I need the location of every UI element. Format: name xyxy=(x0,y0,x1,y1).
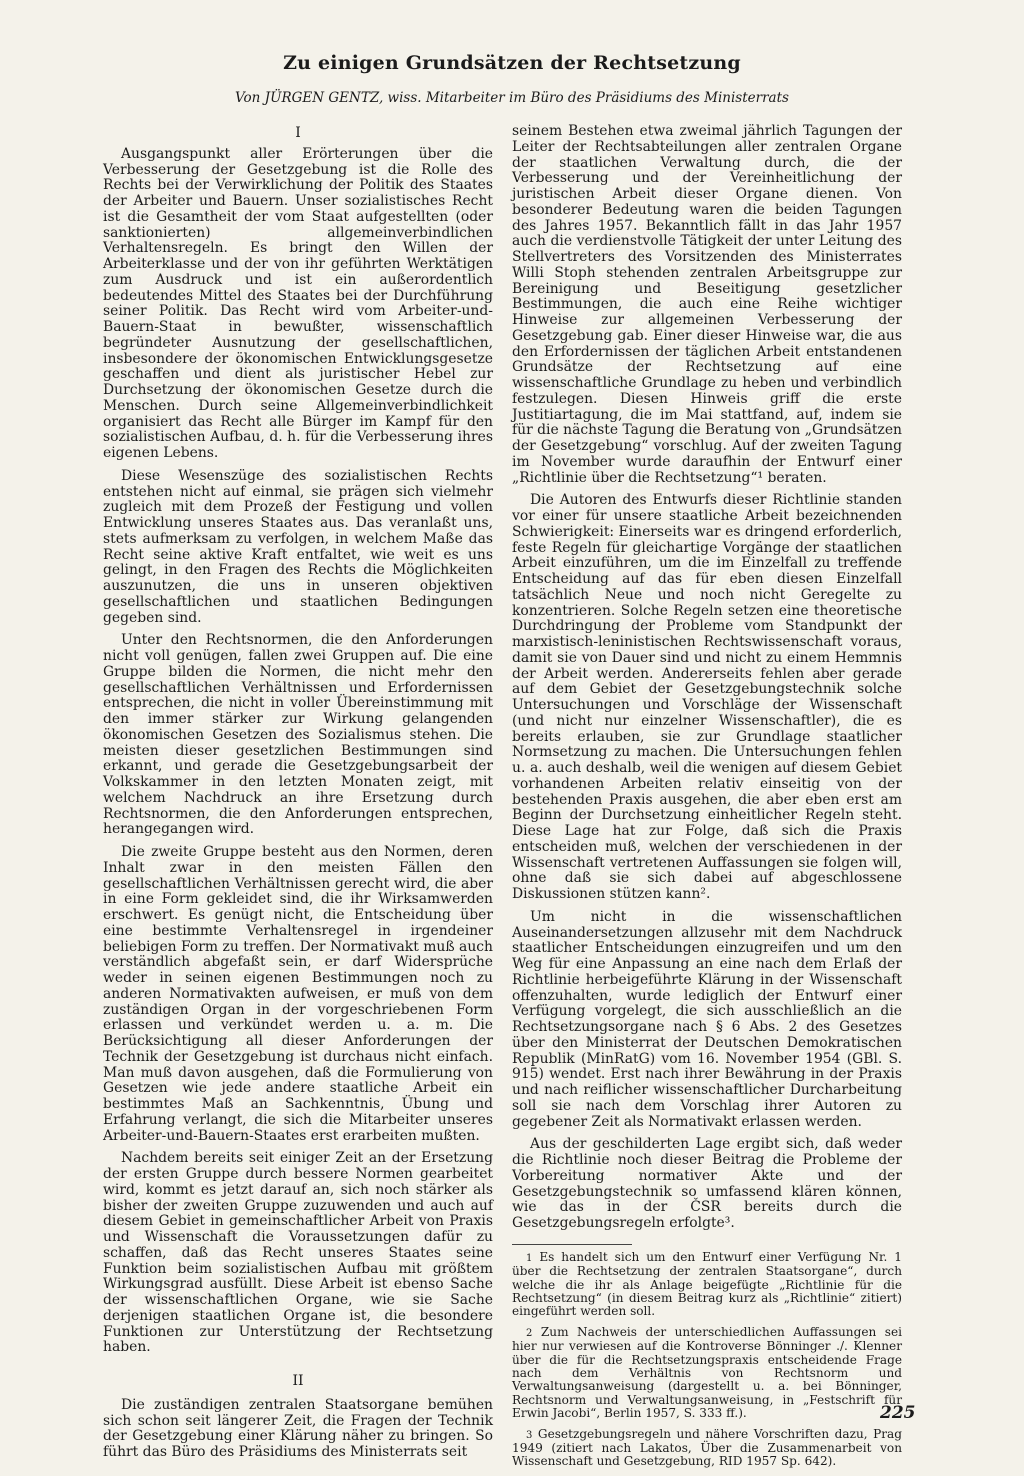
body-paragraph: Um nicht in die wissenschaftlichen Auseinandersetzungen allzusehr mit dem Nachdruck staatlicher Entscheidungen einzugreifen und um den Weg für eine Anpassung an eine nach dem Erlaß der Richtlinie herbeigeführte Klärung in der Wissenschaft offenzuhalten, wurde lediglich der Entwurf einer Verfügung vorgelegt, die sich ausschließlich an die Rechtsetzungsorgane nach § 6 Abs. 2 des Gesetzes über den Ministerrat der Deutschen Demokratischen Republik (MinRatG) vom 16. November 1954 (GBl. S. 915) wendet. Erst nach ihrer Bewährung in der Praxis und nach reiflicher wissenschaftlicher Durcharbeitung soll sie nach dem Vorschlag ihrer Autoren zu gegebener Zeit als Normativakt erlassen werden. xyxy=(512,908,902,1130)
article-title: Zu einigen Grundsätzen der Rechtsetzung xyxy=(283,52,741,74)
footnotes xyxy=(512,1251,902,1469)
footnote-text: Es handelt sich um den Entwurf einer Verfügung Nr. 1 über die Rechtsetzung der zentralen Staatsorgane“, durch welche die ihr als Anlage beigefügte „Richtlinie für die Rechtsetzung“ (in diesem Beitrag kurz als „Richtlinie“ zitiert) eingeführt werden soll. xyxy=(512,1249,902,1319)
section-heading-2: II xyxy=(292,1373,304,1389)
body-paragraph: Die zweite Gruppe besteht aus den Normen, deren Inhalt zwar in den meisten Fällen den gesellschaftlichen Verhältnissen gerecht wird, die aber in eine Form gekleidet sind, die ihr Wirksamwerden erschwert. Es genügt nicht, die Entscheidung über eine bestimmte Verhaltensregel in irgendeiner beliebigen Form zu treffen. Der Normativakt muß auch verständlich abgefaßt sein, er darf Widersprüche weder in seinen eigenen Bestimmungen noch zu anderen Normativakten aufweisen, er muß von dem zuständigen Organ in der vorgeschriebenen Form erlassen und verkündet werden u. a. m. Die Berücksichtigung all dieser Anforderungen der Technik der Gesetzgebung ist durchaus nicht einfach. Man muß davon ausgehen, daß die Formulierung von Gesetzen wie jede andere staatliche Arbeit ein bestimmtes Maß an Sachkenntnis, Übung und Erfahrung verlangt, die sich die Mitarbeiter unseres Arbeiter-und-Bauern-Staates erst erarbeiten mußten. xyxy=(103,844,493,1144)
right-column xyxy=(512,124,902,1476)
footnote xyxy=(512,1251,902,1319)
body-paragraph: Unter den Rechtsnormen, die den Anforderungen nicht voll genügen, fallen zwei Gruppen auf. Die eine Gruppe bilden die Normen, die nicht mehr den gesellschaftlichen Verhältnissen und Erfordernissen entsprechen, die nicht in voller Übereinstimmung mit den immer stärker zur Wirkung gelangenden ökonomischen Gesetzen des Sozialismus stehen. Die meisten dieser gesetzlichen Bestimmungen sind erkannt, und gerade die Gesetzgebungsarbeit der Volkskammer in den letzten Monaten zeigt, mit welchem Nachdruck an ihre Ersetzung durch Rechtsnormen, die den Anforderungen entsprechen, herangegangen wird. xyxy=(103,632,493,838)
footnote-number: 2 xyxy=(526,1327,533,1339)
footnote-number: 3 xyxy=(526,1429,533,1441)
footnote-divider xyxy=(512,1244,632,1245)
footnote-text: Zum Nachweis der unterschiedlichen Auffassungen sei hier nur verwiesen auf die Kontroverse Bönninger ./. Klenner über die für die Rechtsetzungspraxis entscheidende Frage nach dem Verhältnis von Rechtsnorm und Verwaltungsanweisung (dargestellt u. a. bei Bönninger, Rechtsnorm und Verwaltungsanweisung, in „Festschrift für Erwin Jacobi“, Berlin 1957, S. 333 ff.). xyxy=(512,1324,902,1421)
body-paragraph: Die Autoren des Entwurfs dieser Richtlinie standen vor einer für unsere staatliche Arbeit bezeichnenden Schwierigkeit: Einerseits war es dringend erforderlich, feste Regeln für gleichartige Vorgänge der staatlichen Arbeit einzuführen, um die im Einzelfall zu treffende Entscheidung auf das für eben diesen Einzelfall tatsächlich Neue und noch nicht Geregelte zu konzentrieren. Solche Regeln setzen eine theoretische Durchdringung der Probleme vom Standpunkt der marxistisch-leninistischen Rechtswissenschaft voraus, damit sie von Dauer sind und nicht zu einem Hemmnis der Arbeit werden. Andererseits fehlen aber gerade auf dem Gebiet der Gesetzgebungstechnik solche Untersuchungen und Vorschläge der Wissenschaft (und nicht nur einzelner Wissenschaftler), die es bereits erlauben, sie zur Grundlage staatlicher Normsetzung zu machen. Die Untersuchungen fehlen u. a. auch deshalb, weil die wenigen auf diesem Gebiet vorhandenen Arbeiten relativ einseitig von der bestehenden Praxis ausgehen, die aber eben erst am Beginn der Durchsetzung einheitlicher Regeln steht. Diese Lage hat zur Folge, daß sich die Praxis entscheiden muß, welchen der verschiedenen in der Wissenschaft vertretenen Auffassungen sie folgen will, ohne daß sie sich dabei auf abgeschlossene Diskussionen stützen kann². xyxy=(512,492,902,902)
section-heading-1: I xyxy=(295,125,301,141)
footnote xyxy=(512,1428,902,1469)
body-paragraph: Ausgangspunkt aller Erörterungen über die Verbesserung der Gesetzgebung ist die Rolle des Rechts bei der Verwirklichung der Politik des Staates der Arbeiter und Bauern. Unser sozialistisches Recht ist die Gesamtheit der vom Staat aufgestellten (oder sanktionierten) allgemeinverbindlichen Verhaltensregeln. Es bringt den Willen der Arbeiterklasse und der von ihr geführten Werktätigen zum Ausdruck und ist ein außerordentlich bedeutendes Mittel des Staates bei der Durchführung seiner Politik. Das Recht wird vom Arbeiter-und-Bauern-Staat in bewußter, wissenschaftlich begründeter Ausnutzung der gesellschaftlichen, insbesondere der ökonomischen Entwicklungsgesetze geschaffen und dient als juristischer Hebel zur Durchsetzung der ökonomischen Gesetze durch die Menschen. Durch seine Allgemeinverbindlichkeit organisiert das Recht alle Bürger im Kampf für den sozialistischen Aufbau, d. h. für die Verbesserung ihres eigenen Lebens. xyxy=(103,145,493,461)
article-byline: Von JÜRGEN GENTZ, wiss. Mitarbeiter im Büro des Präsidiums des Ministerrats xyxy=(235,90,789,106)
body-paragraph: Die zuständigen zentralen Staatsorgane bemühen sich schon seit längerer Zeit, die Fragen der Technik der Gesetzgebung einer Klärung näher zu bringen. So führt das Büro des Präsidiums des Ministerrats seit xyxy=(103,1396,493,1460)
body-paragraph: Nachdem bereits seit einiger Zeit an der Ersetzung der ersten Gruppe durch bessere Normen gearbeitet wird, kommt es jetzt darauf an, sich noch stärker als bisher der zweiten Gruppe zuzuwenden und auch auf diesem Gebiet in gemeinschaftlicher Arbeit von Praxis und Wissenschaft die Voraussetzungen dafür zu schaffen, daß das Recht unseres Staates seine Funktion beim sozialistischen Aufbau mit größtem Wirkungsgrad ausfüllt. Diese Arbeit ist ebenso Sache der wissenschaftlichen Organe, wie sie Sache derjenigen staatlichen Organe ist, die besondere Funktionen zur Unterstützung der Rechtsetzung haben. xyxy=(103,1150,493,1356)
footnote-number: 1 xyxy=(526,1252,533,1264)
body-paragraph: Aus der geschilderten Lage ergibt sich, daß weder die Richtlinie noch dieser Beitrag die Probleme der Vorbereitung normativer Akte und der Gesetzgebungstechnik so umfassend klären können, wie das in der ČSR bereits durch die Gesetzgebungsregeln erfolgte³. xyxy=(512,1136,902,1231)
body-paragraph: Diese Wesenszüge des sozialistischen Rechts entstehen nicht auf einmal, sie prägen sich vielmehr zugleich mit dem Prozeß der Festigung und vollen Entwicklung unseres Staates aus. Das veranlaßt uns, stets aufmerksam zu verfolgen, in welchem Maße das Recht seine aktive Kraft entfaltet, wie weit es uns gelingt, in den Fragen des Rechts die Möglichkeiten auszunutzen, die uns in unseren objektiven gesellschaftlichen und staatlichen Bedingungen gegeben sind. xyxy=(103,467,493,626)
footnote-text: Gesetzgebungsregeln und nähere Vorschriften dazu, Prag 1949 (zitiert nach Lakatos, Über die Zusammenarbeit von Wissenschaft und Gesetzgebung, RID 1957 Sp. 642). xyxy=(512,1426,902,1469)
left-column xyxy=(103,124,493,1468)
body-paragraph: seinem Bestehen etwa zweimal jährlich Tagungen der Leiter der Rechtsabteilungen aller zentralen Organe der staatlichen Verwaltung durch, die der Verbesserung und der Vereinheitlichung der juristischen Arbeit dieser Organe dienen. Von besonderer Bedeutung waren die beiden Tagungen des Jahres 1957. Bekanntlich fällt in das Jahr 1957 auch die verdienstvolle Tätigkeit der unter Leitung des Stellvertreters des Vorsitzenden des Ministerrates Willi Stoph stehenden zentralen Arbeitsgruppe zur Bereinigung und Beseitigung gesetzlicher Bestimmungen, die auch eine Reihe wichtiger Hinweise zur allgemeinen Verbesserung der Gesetzgebung gab. Einer dieser Hinweise war, die aus den Erfordernissen der täglichen Arbeit entstandenen Grundsätze der Rechtsetzung auf eine wissenschaftliche Grundlage zu heben und verbindlich festzulegen. Diesen Hinweis griff die erste Justitiartagung, die im Mai stattfand, auf, indem sie für die nächste Tagung die Beratung von „Grundsätzen der Gesetzgebung“ vorschlug. Auf der zweiten Tagung im November wurde daraufhin der Entwurf einer „Richtlinie über die Rechtsetzung“¹ beraten. xyxy=(512,123,902,486)
footnote xyxy=(512,1326,902,1421)
page-number: 225 xyxy=(880,1403,916,1423)
